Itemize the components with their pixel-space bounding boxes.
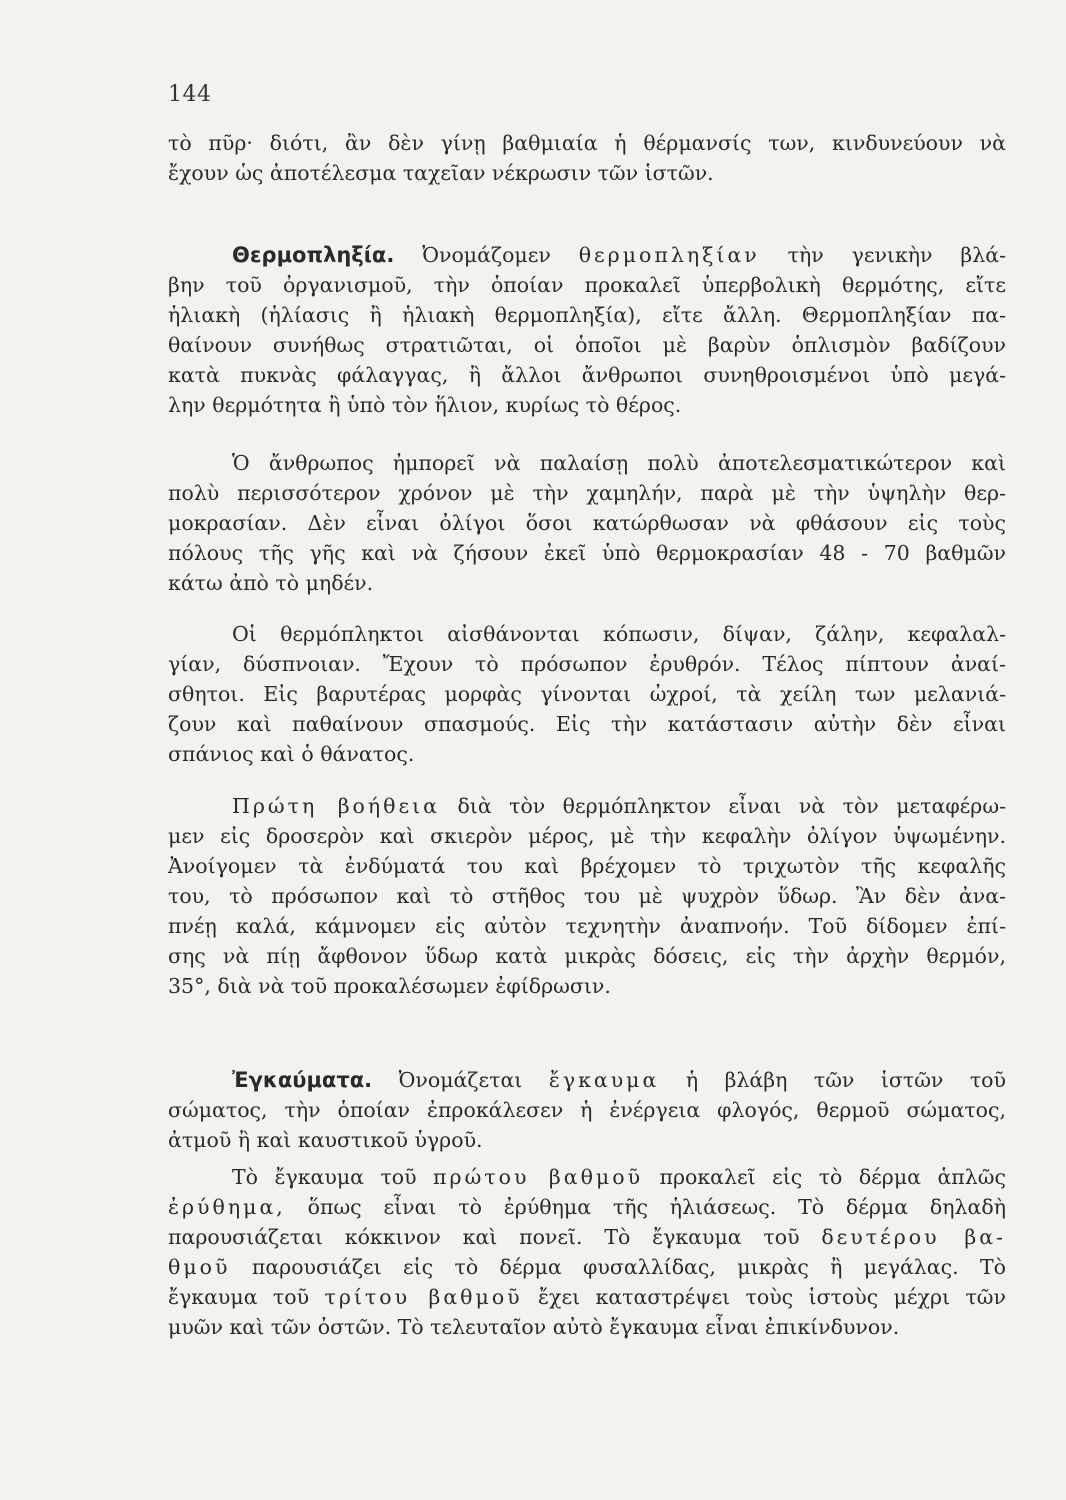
text-line: σπάνιος καὶ ὁ θάνατος.	[168, 742, 415, 766]
text-line: πόλους τῆς γῆς καὶ νὰ ζήσουν ἐκεῖ ὑπὸ θερμοκρασίαν 48 - 70 βαθμῶν	[168, 541, 1006, 565]
text-line: θαίνουν συνήθως στρατιῶται, οἱ ὁποῖοι μὲ βαρὺν ὁπλισμὸν βαδίζουν	[168, 333, 1006, 357]
text-span: ἔγκαυμα τοῦ	[168, 1285, 310, 1309]
text-line: κάτω ἀπὸ τὸ μηδέν.	[168, 571, 374, 595]
emphasized-term: δευτέρου βα-	[821, 1225, 1006, 1249]
text-line: σθητοι. Εἰς βαρυτέρας μορφὰς γίνονται ὠχροί, τὰ χείλη των μελανιά-	[168, 682, 1006, 706]
text-span: παρουσιάζεται κόκκινον καὶ πονεῖ. Τὸ ἔγκαυμα τοῦ	[168, 1225, 800, 1249]
text-line: ἡλιακὴ (ἡλίασις ἢ ἡλιακὴ θερμοπληξία), εἴτε ἄλλη. Θερμοπληξίαν πα-	[168, 303, 1006, 327]
text-span: προκαλεῖ εἰς τὸ δέρμα ἁπλῶς	[659, 1165, 1006, 1189]
text-line: μυῶν καὶ τῶν ὀστῶν. Τὸ τελευταῖον αὐτὸ ἔγκαυμα εἶναι ἐπικίνδυνον.	[168, 1315, 900, 1339]
text-span: διὰ τὸν θερμόπληκτον εἶναι νὰ τὸν μεταφέρω-	[457, 794, 1006, 818]
text-span: ἡ βλάβη τῶν ἱστῶν τοῦ	[685, 1068, 1006, 1092]
first-aid-paragraph	[168, 791, 1006, 1001]
text-line: ἀτμοῦ ἢ καὶ καυστικοῦ ὑγροῦ.	[168, 1128, 483, 1152]
text-line: Ἀνοίγομεν τὰ ἐνδύματά του καὶ βρέχομεν τὸ τριχωτὸν τῆς κεφαλῆς	[168, 854, 1006, 878]
thermoplexia-paragraph-3	[168, 619, 1006, 769]
text-line	[168, 1282, 1006, 1312]
section-heading-thermoplexia: Θερμοπληξία.	[232, 243, 395, 267]
thermoplexia-paragraph-2	[168, 448, 1006, 598]
text-line: βην τοῦ ὀργανισμοῦ, τὴν ὁποίαν προκαλεῖ ὑπερβολικὴ θερμότης, εἴτε	[168, 273, 1006, 297]
text-line: πολὺ περισσότερον χρόνον μὲ τὴν χαμηλήν, παρὰ μὲ τὴν ὑψηλὴν θερ-	[168, 481, 1006, 505]
text-span: ὅπως εἶναι τὸ ἐρύθημα τῆς ἡλιάσεως. Τὸ δέρμα δηλαδὴ	[307, 1195, 1006, 1219]
text-line: λην θερμότητα ἢ ὑπὸ τὸν ἥλιον, κυρίως τὸ θέρος.	[168, 393, 682, 417]
burns-degrees-paragraph	[168, 1162, 1006, 1342]
page-number: 144	[168, 82, 212, 107]
burns-paragraph	[168, 1065, 1006, 1155]
text-line	[168, 1162, 1006, 1192]
text-line: του, τὸ πρόσωπον καὶ τὸ στῆθος του μὲ ψυχρὸν ὕδωρ. Ἂν δὲν ἀνα-	[168, 884, 1006, 908]
text-line: Οἱ θερμόπληκτοι αἰσθάνονται κόπωσιν, δίψαν, ζάλην, κεφαλαλ-	[232, 622, 1006, 646]
text-span: τὴν γενικὴν βλά-	[787, 243, 1006, 267]
text-line: ἔχουν ὡς ἀποτέλεσμα ταχεῖαν νέκρωσιν τῶν ἱστῶν.	[168, 161, 714, 185]
text-line	[168, 1192, 1006, 1222]
text-line: μοκρασίαν. Δὲν εἶναι ὀλίγοι ὅσοι κατώρθωσαν νὰ φθάσουν εἰς τοὺς	[168, 511, 1006, 535]
text-line: σώματος, τὴν ὁποίαν ἐπροκάλεσεν ἡ ἐνέργεια φλογός, θερμοῦ σώματος,	[168, 1098, 1006, 1122]
text-line: πνέῃ καλά, κάμνομεν εἰς αὐτὸν τεχνητὴν ἀναπνοήν. Τοῦ δίδομεν ἐπί-	[168, 914, 1006, 938]
text-span: Τὸ ἔγκαυμα τοῦ	[232, 1165, 417, 1189]
text-span: Ὀνομάζομεν	[422, 243, 551, 267]
text-line: κατὰ πυκνὰς φάλαγγας, ἢ ἄλλοι ἄνθρωποι συνηθροισμένοι ὑπὸ μεγά-	[168, 363, 1006, 387]
text-line: μεν εἰς δροσερὸν καὶ σκιερὸν μέρος, μὲ τὴν κεφαλὴν ὀλίγον ὑψωμένην.	[168, 824, 1006, 848]
text-line: γίαν, δύσπνοιαν. Ἔχουν τὸ πρόσωπον ἐρυθρόν. Τέλος πίπτουν ἀναί-	[168, 652, 1006, 676]
text-span: Ὀνομάζεται	[398, 1068, 523, 1092]
text-line: ζουν καὶ παθαίνουν σπασμούς. Εἰς τὴν κατάστασιν αὐτὴν δὲν εἶναι	[168, 712, 1006, 736]
emphasized-term: Πρώτη βοήθεια	[232, 794, 441, 818]
intro-paragraph	[168, 128, 1006, 188]
text-line	[168, 1222, 1006, 1252]
text-line	[168, 240, 1006, 270]
emphasized-term: ἐρύθημα,	[168, 1195, 286, 1219]
emphasized-term: ἔγκαυμα	[548, 1068, 660, 1092]
text-line	[168, 1252, 1006, 1282]
text-line	[168, 1065, 1006, 1095]
emphasized-term: πρώτου βαθμοῦ	[433, 1165, 644, 1189]
text-span: ἔχει καταστρέψει τοὺς ἱστοὺς μέχρι τῶν	[538, 1285, 1006, 1309]
emphasized-term: τρίτου βαθμοῦ	[324, 1285, 523, 1309]
text-line: Ὁ ἄνθρωπος ἠμπορεῖ νὰ παλαίσῃ πολὺ ἀποτελεσματικώτερον καὶ	[232, 451, 1006, 475]
thermoplexia-paragraph	[168, 240, 1006, 420]
emphasized-term: θερμοπληξίαν	[578, 243, 760, 267]
text-span: παρουσιάζει εἰς τὸ δέρμα φυσαλλίδας, μικρὰς ἢ μεγάλας. Τὸ	[251, 1255, 1006, 1279]
section-heading-burns: Ἐγκαύματα.	[232, 1068, 373, 1092]
emphasized-term: θμοῦ	[168, 1255, 231, 1279]
text-line	[168, 791, 1006, 821]
text-line: τὸ πῦρ· διότι, ἂν δὲν γίνῃ βαθμιαία ἡ θέρμανσίς των, κινδυνεύουν νὰ	[168, 131, 1006, 155]
text-line: σης νὰ πίῃ ἄφθονον ὕδωρ κατὰ μικρὰς δόσεις, εἰς τὴν ἀρχὴν θερμόν,	[168, 944, 1006, 968]
text-line: 35°, διὰ νὰ τοῦ προκαλέσωμεν ἐφίδρωσιν.	[168, 974, 611, 998]
